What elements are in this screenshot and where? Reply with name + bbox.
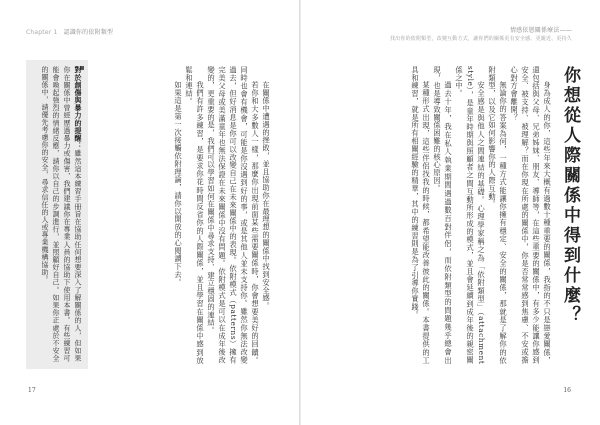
chapter-running-title: 認識你的依附類型 xyxy=(63,29,114,36)
paragraph: 身為成人的你，這些年來大概有過數十種重要的關係，我指的不只是戀愛關係，還包括與父母、兄弟姊妹、朋友、導師等，在這些重要的關係中，有多少能讓你感到安全、被支持、被理解？而在你現在所處的關係中，你是否常常感到焦慮、不安或擔心對方會離開？ xyxy=(510,66,552,364)
chapter-label: Chapter 1 xyxy=(26,29,58,36)
sidebar-heading: 對於創傷與暴力的提醒： xyxy=(74,66,82,150)
running-head-right xyxy=(390,27,572,43)
sidebar-body: 雖然這本練習手冊旨在協助任何想要深入了解關係的人，但如果你在關係中曾經歷過暴力或傷害，我們建議你在專業人員的協助下使用本書。有些練習可能會喚起強烈的情緒反應，請你以自己的步調進行，並照顧好自己。如果你正處於不安全的關係中，請優先考慮你的安全，尋求信任的人或專業機構協助。 xyxy=(41,66,82,362)
left-body-text xyxy=(96,66,272,364)
running-head-left xyxy=(26,27,113,36)
book-running-title: 情感依戀關係療法—— xyxy=(509,27,572,34)
chapter-heading: 你想從人際關係中得到什麼？ xyxy=(560,66,580,326)
right-page xyxy=(301,0,600,425)
paragraph: 若你和大多數人一樣，那麼你出現前面某些需要關係時，你會想要美好的回饋。同時也會有機會，可能是你沒遇到好的事，或是其他人並未支持你。雖然你無法改變過去，但好消息是你可以改變自己在未來關係中的表現。依附模式（patterns）擁有完美父母或美滿童年也無法保證在未來關係中沒有問題。依附模式是可以在成年後改變的，更重要的是，我們可以學習如何在關係中尋求支持、建立穩固的連結。 xyxy=(207,66,260,364)
paragraph: 在關係中遭遇的挫敗，並且協助你在最理想的關係中找到安全感。 xyxy=(262,80,271,310)
sidebar-text xyxy=(31,66,83,362)
book-running-subtitle: 找出你的依附類型，改變互動方式，讓你們的關係更有安全感、更親近、更持久 xyxy=(389,36,572,42)
left-page xyxy=(0,0,299,425)
right-body-text xyxy=(321,66,553,364)
page-number-right: 16 xyxy=(563,387,571,394)
paragraph: 如果這是第一次接觸依附理論，請你以開放的心閱讀下去。 xyxy=(174,80,183,286)
page-number-left: 17 xyxy=(28,387,36,394)
trauma-note-sidebar xyxy=(26,60,88,369)
paragraph: 無論你的答案為何，一種方式能讓你擁有穩定、安全的關係，那就是了解你的依附類型，以及它如何影響你的人際互動。 xyxy=(488,66,508,364)
paragraph: 我們有許多練習，是要求你花時間反省你的人際關係，並且學習在關係中感到放鬆和連結。 xyxy=(185,66,205,364)
paragraph: 某種形式出現，這些伴侶找我的時候，都希望能改善彼此的關係。本書提供的工具和練習，就是所有相關經驗的精華，其中的練習則是為了引導你實踐。 xyxy=(411,66,431,364)
paragraph: 安全感是與他人之間連結的基礎。心理學家稱之為「依附類型」（attachment style），是童年時期與照顧者之間互動所形成的模式，並且會延續到成年後的親密關係之中。 xyxy=(455,66,486,364)
paragraph: 過去十年，我在私人執業期間遇過數百對伴侶，而依附類型的問題幾乎總會出現，也是導致關係困難的核心原因。 xyxy=(433,66,453,364)
